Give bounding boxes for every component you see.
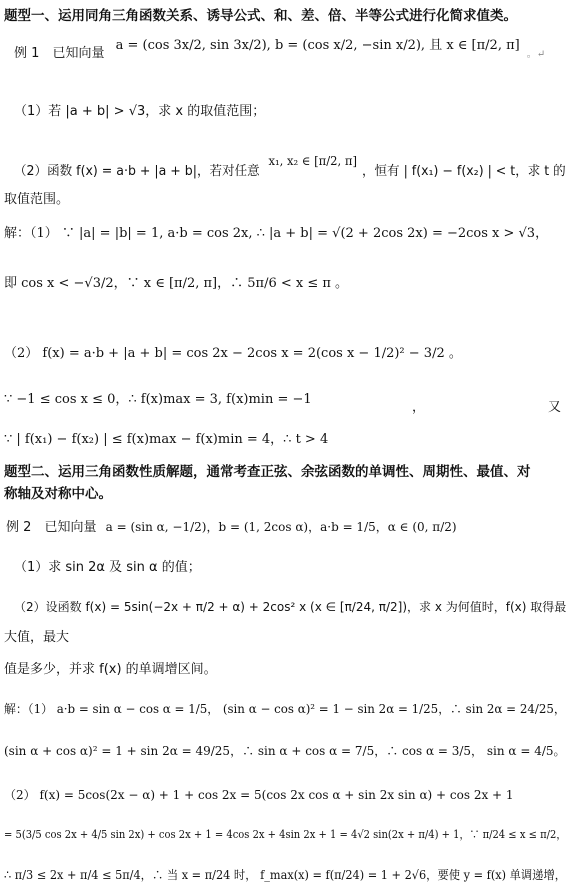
example-1-q2-text: （2）函数 f(x) = a·b + |a + b|，若对任意 [14, 164, 260, 179]
example-2-question-1: （1）求 sin 2α 及 sin α 的值； [14, 560, 201, 575]
solution-2-line-1: 解：（1） a·b = sin α − cos α = 1/5， (sin α − cos α)² = 1 − sin 2α = 1/25，∴ sin 2α = 24/25， [4, 702, 566, 716]
solution-1-line-1: 解：（1） ∵ |a| = |b| = 1, a·b = cos 2x, ∴ |a + b| = √(2 + 2cos 2x) = −2cos x > √3， [4, 226, 549, 241]
section-2-title-line-2: 称轴及对称中心。 [4, 486, 112, 502]
section-2-title-line-1: 题型二、运用三角函数性质解题，通常考查正弦、余弦函数的单调性、周期性、最值、对 [4, 464, 531, 480]
example-1-question-1: （1）若 |a + b| > √3，求 x 的取值范围； [14, 104, 266, 119]
solution-1-comma: ， [412, 400, 426, 415]
example-2-intro: 已知向量 [44, 520, 97, 535]
example-1-q2-cont: ，恒有 | f(x₁) − f(x₂) | < t，求 t 的 [361, 164, 566, 179]
example-1-q2-end: 取值范围。 [4, 192, 70, 207]
solution-2-line-5: ∴ π/3 ≤ 2x + π/4 ≤ 5π/4，∴ 当 x = π/24 时， f_max(x) = f(π/24) = 1 + 2√6，要使 y = f(x) 单调递增， [4, 868, 567, 882]
example-1-q2-interval: x₁, x₂ ∈ [π/2, π] [268, 154, 358, 168]
example-1-given: a = (cos 3x/2, sin 3x/2), b = (cos x/2, −sin x/2), 且 x ∈ [π/2, π] [115, 38, 520, 53]
example-2-q2-line-2: 大值，最大 [4, 630, 70, 645]
solution-2-line-2: (sin α + cos α)² = 1 + sin 2α = 49/25，∴ sin α + cos α = 7/5，∴ cos α = 3/5， sin α = 4/5。 [4, 744, 566, 758]
solution-2-line-3: （2） f(x) = 5cos(2x − α) + 1 + cos 2x = 5(cos 2x cos α + sin 2x sin α) + cos 2x + 1 [4, 788, 514, 802]
example-2-question-2: （2）设函数 f(x) = 5sin(−2x + π/2 + α) + 2cos² x (x ∈ [π/24, π/2])，求 x 为何值时，f(x) 取得最 [14, 600, 567, 614]
section-1-title: 题型一、运用同角三角函数关系、诱导公式、和、差、倍、半等公式进行化简求值类。 [4, 8, 517, 24]
return-mark: 。↵ [526, 49, 546, 60]
example-2-q2-line-3: 值是多少，并求 f(x) 的单调增区间。 [4, 662, 217, 677]
example-2-given-line [6, 516, 457, 535]
solution-2-line-4: = 5(3/5 cos 2x + 4/5 sin 2x) + cos 2x + 1 = 4cos 2x + 4sin 2x + 1 = 4√2 sin(2x + π/4) + 1，∵ π/24 ≤ x ≤ π/2， [4, 828, 567, 841]
example-1-intro: 已知向量 [52, 46, 105, 61]
example-1-label: 例 1 [14, 46, 40, 61]
solution-1-line-2: 即 cos x < −√3/2，∵ x ∈ [π/2, π]，∴ 5π/6 < x ≤ π 。 [4, 276, 349, 291]
solution-1-you: 又 [548, 400, 562, 415]
example-1-given-line [14, 38, 546, 61]
solution-1-line-3: （2） f(x) = a·b + |a + b| = cos 2x − 2cos x = 2(cos x − 1/2)² − 3/2 。 [4, 346, 462, 361]
example-2-given: a = (sin α, −1/2)，b = (1, 2cos α)，a·b = 1/5，α ∈ (0, π/2) [105, 520, 457, 534]
example-2-label: 例 2 [6, 520, 32, 535]
solution-1-line-5: ∵ | f(x₁) − f(x₂) | ≤ f(x)max − f(x)min = 4，∴ t > 4 [4, 432, 329, 447]
example-1-question-2 [14, 154, 566, 179]
solution-1-line-4: ∵ −1 ≤ cos x ≤ 0，∴ f(x)max = 3, f(x)min = −1 [4, 392, 312, 407]
